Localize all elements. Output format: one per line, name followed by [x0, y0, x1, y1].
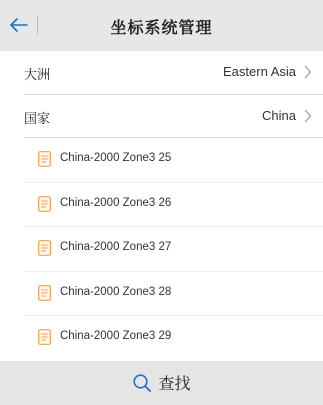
- country-label: 国家: [24, 111, 51, 126]
- list-item-label: China-2000 Zone3 28: [60, 286, 172, 298]
- chevron-right-icon: [304, 109, 312, 123]
- list-item[interactable]: [0, 272, 323, 316]
- document-icon: [38, 151, 51, 167]
- country-row[interactable]: [0, 95, 323, 137]
- list-item-label: China-2000 Zone3 26: [60, 197, 172, 209]
- chevron-right-icon: [304, 65, 312, 79]
- search-icon: [132, 373, 152, 393]
- document-icon: [38, 240, 51, 256]
- list-item[interactable]: [0, 183, 323, 227]
- search-button[interactable]: [0, 361, 323, 405]
- list-item-label: China-2000 Zone3 27: [60, 241, 172, 253]
- country-value: China: [262, 108, 296, 123]
- list-item-label: China-2000 Zone3 25: [60, 152, 172, 164]
- header-bar: [0, 0, 323, 51]
- search-button-content: [0, 371, 323, 394]
- continent-label: 大洲: [24, 67, 51, 82]
- document-icon: [38, 329, 51, 345]
- document-icon: [38, 285, 51, 301]
- search-button-label: 查找: [158, 376, 191, 393]
- list-item[interactable]: [0, 316, 323, 360]
- document-icon: [38, 196, 51, 212]
- continent-value: Eastern Asia: [223, 64, 296, 79]
- page-title: 坐标系统管理: [110, 20, 213, 37]
- continent-row[interactable]: [0, 51, 323, 93]
- list-item[interactable]: [0, 138, 323, 182]
- list-item[interactable]: [0, 227, 323, 271]
- list-item-label: China-2000 Zone3 29: [60, 330, 172, 342]
